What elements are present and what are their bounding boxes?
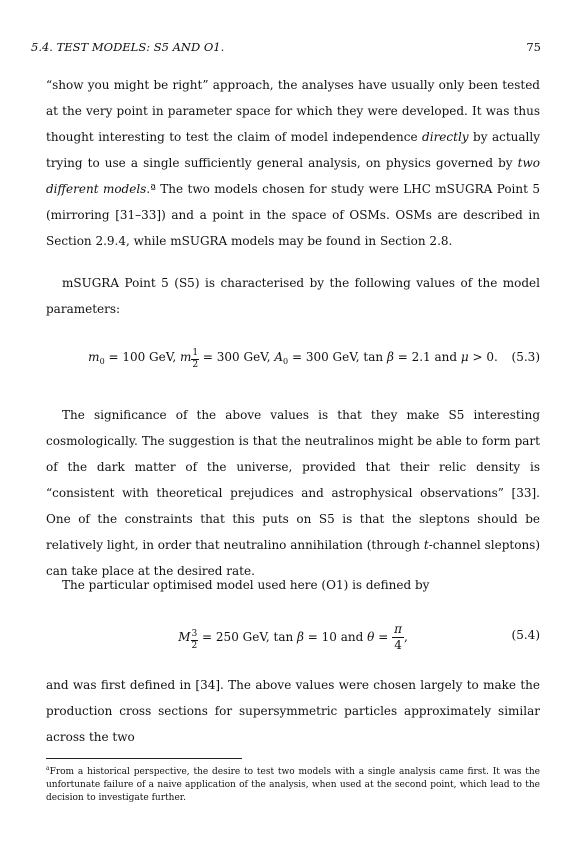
eq53-half-num: 1 — [192, 348, 199, 358]
paragraph-1 — [46, 72, 540, 254]
eq53-m0: m — [88, 350, 100, 364]
equation-5-4 — [46, 622, 540, 652]
footnote-mark: a — [46, 765, 50, 772]
p1-emphasis-two-models: two different models — [46, 156, 540, 196]
eq54-theta: θ — [367, 630, 375, 644]
eq53-mu-value: > 0. — [468, 350, 498, 364]
page-number: 75 — [526, 40, 541, 54]
eq54-comma: , — [403, 630, 408, 644]
eq54-sub-den: 2 — [191, 641, 198, 651]
eq53-tanbeta-value: = 2.1 and — [393, 350, 461, 364]
running-header — [31, 40, 541, 58]
eq54-tanbeta-value: = 10 and — [303, 630, 368, 644]
equation-5-4-number: (5.4) — [511, 628, 540, 642]
p1-text-c: .ª The two models chosen for study were LHC mSUGRA Point 5 (mirroring [31–33]) and a point in the space of OSMs. OSMs are described in Section 2.9.4, while mSUGRA models may be found in Section 2.8. — [46, 182, 540, 248]
equation-5-4-body — [46, 622, 540, 653]
eq54-equals: = — [374, 630, 393, 644]
footnote-text: From a historical perspective, the desire to test two models with a single analysis came first. It was the unfortunate failure of a naive application of the analysis, when used at the second point, which lead to the decision to investigate further. — [46, 767, 540, 803]
footnote — [46, 762, 540, 805]
eq53-beta: β — [386, 350, 394, 364]
eq54-four: 4 — [394, 638, 402, 652]
p3-t-channel: t — [423, 538, 429, 552]
eq54-pi: π — [394, 622, 402, 636]
eq53-m-half-value: = 300 GeV, — [199, 350, 275, 364]
footnote-rule — [46, 758, 242, 759]
eq54-pi-over-4 — [392, 622, 404, 653]
eq53-m0-value: = 100 GeV, — [104, 350, 180, 364]
paragraph-4: The particular optimised model used here (O1) is defined by — [62, 578, 430, 592]
equation-5-3-body — [46, 344, 540, 375]
eq53-half-fraction — [191, 348, 199, 371]
section-title: 5.4. TEST MODELS: S5 AND O1. — [31, 40, 225, 54]
p1-text-a: “show you might be right” approach, the analyses have usually only been tested at the very point in parameter space for which they were developed. It was thus thought interesting to test the claim of model independence — [46, 78, 540, 144]
eq53-mu: μ — [460, 350, 469, 364]
equation-5-3-number: (5.3) — [511, 350, 540, 364]
eq53-a0: A — [274, 350, 284, 364]
eq54-beta: β — [297, 630, 304, 644]
paragraph-3 — [46, 402, 540, 584]
p3-text-end: -channel sleptons) can take place at the desired rate. — [46, 538, 541, 578]
eq53-m0-sub: 0 — [99, 357, 105, 366]
p1-text-b: by actually trying to use a single sufficiently general analysis, on physics governed by — [46, 130, 540, 170]
eq54-M-value: = 250 GeV, tan — [198, 630, 298, 644]
eq53-half-den: 2 — [192, 360, 199, 370]
p3-text: The significance of the above values is that they make S5 interesting cosmologically. The suggestion is that the neutralinos might be able to form part of the dark matter of the universe, provided that their relic density is “consistent with theoretical prejudices and astrophysical observations” [33]. One of the constraints that this puts on S5 is that the sleptons should be relatively light, in order that neutralino annihilation (through — [46, 408, 540, 552]
p1-emphasis-directly: directly — [422, 130, 469, 144]
equation-5-3 — [46, 344, 540, 370]
eq53-a0-value: = 300 GeV, tan — [288, 350, 387, 364]
eq53-m-half: m — [179, 350, 192, 364]
paragraph-5: and was first defined in [34]. The above values were chosen largely to make the production cross sections for supersymmetric particles approximately similar across the two — [46, 678, 540, 744]
paragraph-2: mSUGRA Point 5 (S5) is characterised by the following values of the model parameters: — [46, 276, 540, 316]
eq54-M: M — [178, 630, 191, 644]
eq53-a0-sub: 0 — [283, 357, 289, 366]
eq54-sub-num: 3 — [191, 629, 198, 639]
